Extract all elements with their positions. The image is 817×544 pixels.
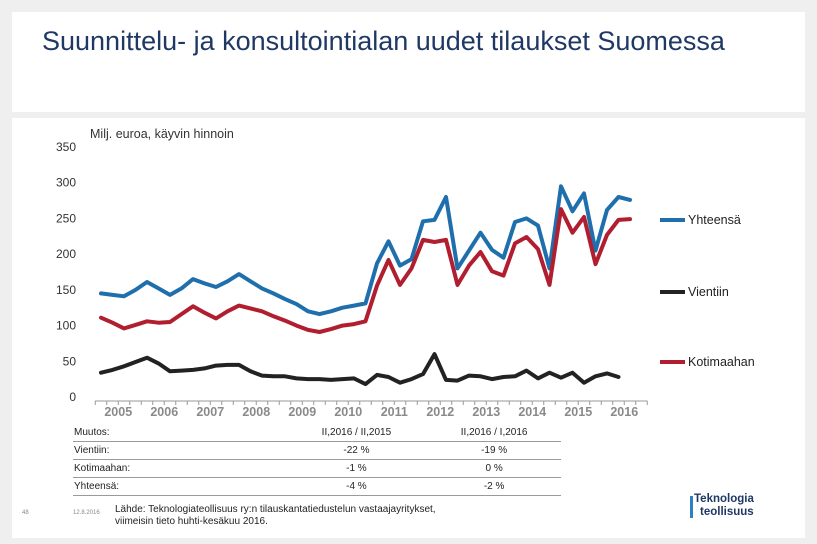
table-cell: -19 %	[427, 442, 561, 460]
y-tick-label: 0	[69, 390, 76, 404]
table-row	[73, 460, 561, 478]
change-table	[73, 424, 561, 496]
series-line-0	[101, 186, 630, 314]
x-tick-label: 2010	[334, 405, 363, 419]
table-cell: -4 %	[286, 478, 428, 496]
x-tick-label: 2016	[610, 405, 639, 419]
unit-label: Milj. euroa, käyvin hinnoin	[90, 127, 234, 141]
legend-label: Kotimaahan	[688, 355, 755, 369]
teknologiateollisuus-logo	[690, 493, 786, 523]
slide-date: 12.8.2016	[73, 510, 100, 516]
x-tick-label: 2007	[196, 405, 225, 419]
legend-label: Yhteensä	[688, 213, 741, 227]
x-tick-label: 2013	[472, 405, 501, 419]
x-tick-label: 2014	[518, 405, 547, 419]
x-tick-label: 2006	[150, 405, 179, 419]
logo-text-line-2: teollisuus	[700, 506, 754, 518]
slide-number: 48	[22, 510, 29, 516]
table-row	[73, 478, 561, 496]
series-line-2	[101, 209, 630, 332]
table-cell: -22 %	[286, 442, 428, 460]
y-tick-label: 250	[55, 211, 76, 226]
series-line-1	[101, 354, 619, 384]
table-cell: II,2016 / II,2015	[286, 424, 428, 442]
source-note	[115, 504, 436, 528]
table-cell: Kotimaahan:	[73, 460, 286, 478]
y-axis	[56, 140, 76, 404]
x-tick-label: 2008	[242, 405, 271, 419]
y-tick-label: 200	[55, 247, 76, 262]
y-tick-label: 300	[55, 175, 76, 190]
y-tick-label: 150	[55, 282, 76, 297]
legend-label: Vientiin	[688, 285, 729, 299]
x-tick-label: 2009	[288, 405, 317, 419]
table-cell: 0 %	[427, 460, 561, 478]
x-tick-label: 2015	[564, 405, 593, 419]
slide-title: Suunnittelu- ja konsultointialan uudet tilaukset Suomessa	[42, 26, 725, 56]
y-tick-label: 50	[62, 354, 76, 369]
table-header-row	[73, 424, 561, 442]
table-row	[73, 442, 561, 460]
source-line-2: viimeisin tieto huhti-kesäkuu 2016.	[115, 516, 268, 527]
source-line-1: Lähde: Teknologiateollisuus ry:n tilauskantatiedustelun vastaajayritykset,	[115, 504, 436, 515]
logo-text-line-1: Teknologia	[694, 493, 754, 505]
legend	[660, 213, 755, 369]
x-tick-label: 2005	[104, 405, 133, 419]
table-cell: Muutos:	[73, 424, 286, 442]
series-layer	[101, 186, 630, 384]
table-cell: Yhteensä:	[73, 478, 286, 496]
table-cell: Vientiin:	[73, 442, 286, 460]
table-cell: -1 %	[286, 460, 428, 478]
table-cell: II,2016 / I,2016	[427, 424, 561, 442]
y-tick-label: 350	[55, 140, 76, 154]
x-tick-label: 2011	[380, 405, 408, 419]
table-cell: -2 %	[427, 478, 561, 496]
x-tick-label: 2012	[426, 405, 455, 419]
y-tick-label: 100	[55, 318, 76, 333]
x-axis	[95, 401, 648, 419]
